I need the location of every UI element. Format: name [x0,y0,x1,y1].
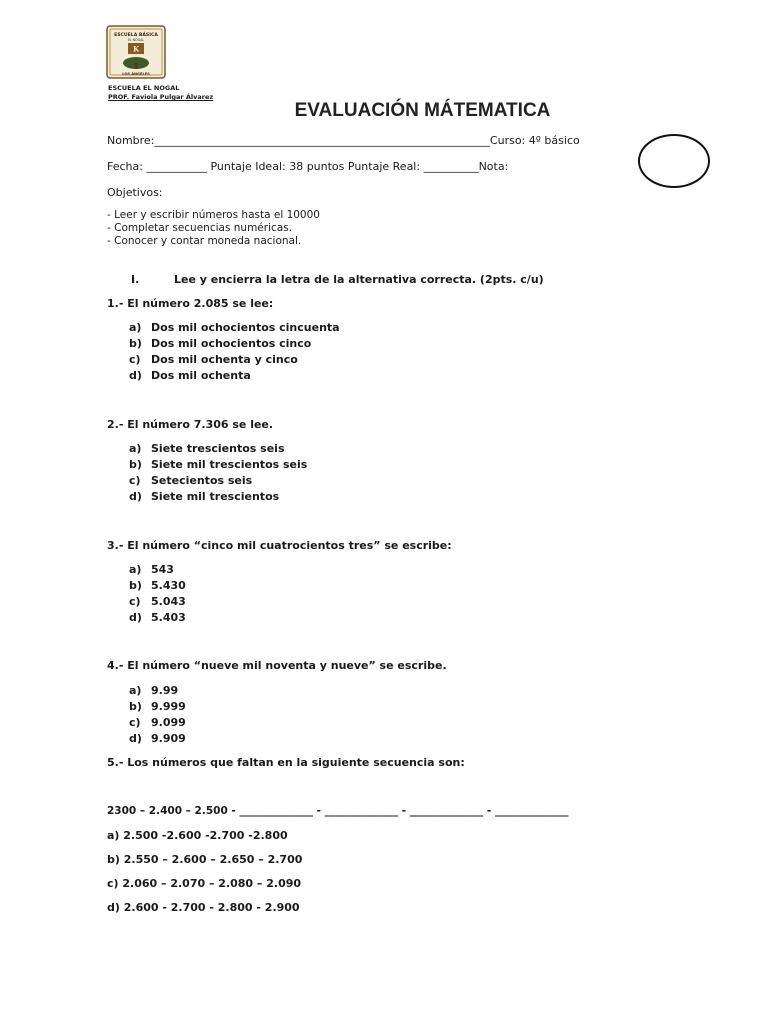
question-2-option-b[interactable]: b) Siete mil trescientos seis [129,458,308,471]
question-1-option-d[interactable]: d) Dos mil ochenta [129,369,251,382]
page-title: EVALUACIÓN MÁTEMATICA [294,100,551,121]
objectives-heading: Objetivos: [107,186,163,199]
name-field-line[interactable]: Nombre:_____________________________________________________________Curso: 4º básico [107,134,580,147]
objective-item: - Completar secuencias numéricas. [107,222,293,234]
grade-circle [638,134,710,188]
question-4-option-c[interactable]: c) 9.099 [129,716,186,729]
question-1-option-a[interactable]: a) Dos mil ochocientos cincuenta [129,321,340,334]
question-5-option-d[interactable]: d) 2.600 - 2.700 - 2.800 - 2.900 [107,901,300,914]
question-2-option-d[interactable]: d) Siete mil trescientos [129,490,280,503]
question-4-option-d[interactable]: d) 9.909 [129,732,186,745]
question-4-option-b[interactable]: b) 9.999 [129,700,186,713]
question-1-prompt: 1.- El número 2.085 se lee: [107,297,274,310]
school-logo [106,25,166,79]
question-2-option-a[interactable]: a) Siete trescientos seis [129,442,285,455]
question-4-option-a[interactable]: a) 9.99 [129,684,179,697]
question-3-option-c[interactable]: c) 5.043 [129,595,186,608]
logo-text-city: LOS ÁNGELES [122,72,150,76]
objective-item: - Conocer y contar moneda nacional. [107,235,302,247]
question-1-option-c[interactable]: c) Dos mil ochenta y cinco [129,353,298,366]
question-3-prompt: 3.- El número “cinco mil cuatrocientos tres” se escribe: [107,539,452,552]
question-5-option-b[interactable]: b) 2.550 – 2.600 – 2.650 – 2.700 [107,853,303,866]
question-5-sequence[interactable]: 2300 – 2.400 – 2.500 - ______________ - ______________ - ______________ - ______________ [107,805,569,817]
logo-text-nogal: EL NOGAL [127,38,145,42]
question-3-option-d[interactable]: d) 5.403 [129,611,186,624]
question-5-option-c[interactable]: c) 2.060 – 2.070 – 2.080 – 2.090 [107,877,302,890]
question-2-prompt: 2.- El número 7.306 se lee. [107,418,274,431]
question-3-option-b[interactable]: b) 5.430 [129,579,186,592]
question-2-option-c[interactable]: c) Setecientos seis [129,474,253,487]
question-4-prompt: 4.- El número “nueve mil noventa y nueve” se escribe. [107,659,447,672]
question-5-option-a[interactable]: a) 2.500 -2.600 -2.700 -2.800 [107,829,288,842]
section-instruction: Lee y encierra la letra de la alternativa correcta. (2pts. c/u) [174,273,544,286]
question-3-option-a[interactable]: a) 543 [129,563,174,576]
teacher-name: PROF. Faviola Pulgar Álvarez [108,93,214,101]
question-1-option-b[interactable]: b) Dos mil ochocientos cinco [129,337,312,350]
svg-text:K: K [132,44,140,54]
date-score-line[interactable]: Fecha: ___________ Puntaje Ideal: 38 puntos Puntaje Real: __________Nota: [107,160,509,173]
school-name: ESCUELA EL NOGAL [108,84,180,92]
question-5-prompt: 5.- Los números que faltan en la siguiente secuencia son: [107,756,465,769]
section-number: I. [131,273,140,286]
logo-text-school: ESCUELA BÁSICA [114,33,158,38]
objective-item: - Leer y escribir números hasta el 10000 [107,209,320,221]
